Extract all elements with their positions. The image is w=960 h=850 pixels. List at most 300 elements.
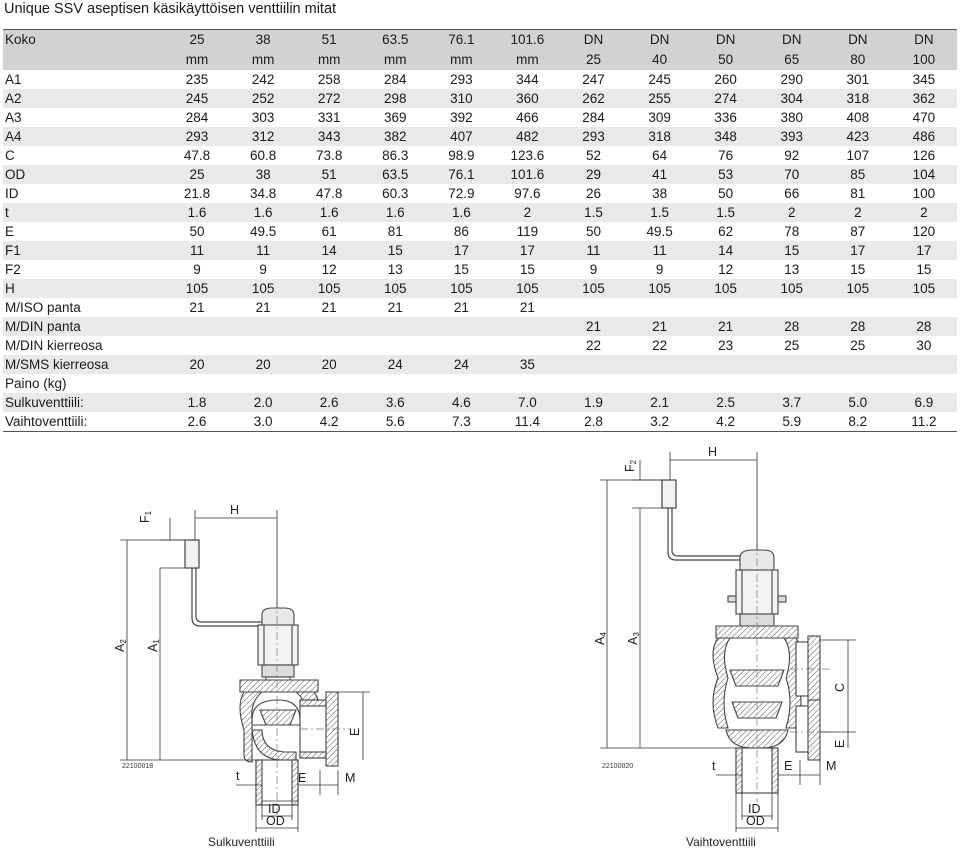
table-row <box>3 279 957 298</box>
row-label: F2 <box>5 262 21 277</box>
table-cell: 86.3 <box>382 148 409 163</box>
column-header: Koko <box>5 32 36 47</box>
table-cell: 47.8 <box>183 148 211 163</box>
table-cell: 20 <box>321 357 337 372</box>
table-cell: 345 <box>912 72 936 87</box>
table-cell: 17 <box>916 243 932 258</box>
table-cell: 7.0 <box>518 395 537 410</box>
table-cell: 11 <box>256 243 271 258</box>
dim-label-a3: A3 <box>626 632 641 645</box>
table-cell: 105 <box>251 281 275 296</box>
table-cell: 9 <box>259 262 267 277</box>
table-cell <box>362 374 428 393</box>
table-cell: 21 <box>387 300 403 315</box>
table-cell: 20 <box>255 357 271 372</box>
table-cell: 466 <box>516 110 539 125</box>
table-cell <box>494 374 560 393</box>
table-cell: 2 <box>854 205 862 220</box>
table-cell: 21 <box>321 300 337 315</box>
table-cell: 2 <box>787 205 796 220</box>
table-cell: 11.2 <box>911 414 937 429</box>
table-cell: 293 <box>450 72 473 87</box>
table-cell: 247 <box>582 72 605 87</box>
table-cell <box>627 374 693 393</box>
table-cell: 482 <box>516 129 539 144</box>
table-row <box>3 317 957 336</box>
table-cell: 7.3 <box>451 414 471 429</box>
table-cell <box>759 374 825 393</box>
table-cell: 62 <box>718 224 734 239</box>
table-body <box>3 70 957 432</box>
table-cell <box>362 336 428 355</box>
dim-label-h: H <box>230 503 240 517</box>
table-cell: 301 <box>846 72 870 87</box>
table-cell: 9 <box>655 262 664 277</box>
table-cell <box>693 374 759 393</box>
table-cell: 470 <box>912 110 936 125</box>
table-cell: 21 <box>189 300 205 315</box>
table-cell: 23 <box>718 338 734 353</box>
table-cell: 2.5 <box>716 395 736 410</box>
row-label: Paino (kg) <box>5 376 67 391</box>
table-cell: 343 <box>317 129 341 144</box>
table-row <box>3 241 957 260</box>
dimensions-table <box>3 29 957 432</box>
table-cell: 1.6 <box>385 205 405 220</box>
table-cell <box>428 317 494 336</box>
table-cell: 303 <box>251 110 275 125</box>
table-cell: 12 <box>718 262 734 277</box>
table-cell: 25 <box>850 338 866 353</box>
table-cell: 35 <box>519 357 535 372</box>
table-cell: 64 <box>652 148 668 163</box>
table-cell: 76.1 <box>448 167 475 182</box>
table-cell: 70 <box>784 167 800 182</box>
table-cell <box>627 355 693 374</box>
column-unit: mm <box>317 52 341 67</box>
table-cell <box>428 374 494 393</box>
table-cell: 21 <box>652 319 668 334</box>
table-row <box>3 203 957 222</box>
table-cell: 105 <box>317 281 341 296</box>
table-cell: 336 <box>714 110 737 125</box>
table-cell: 312 <box>251 129 275 144</box>
table-cell: 53 <box>718 167 734 182</box>
table-cell: 22 <box>652 338 668 353</box>
table-cell <box>891 298 957 317</box>
table-cell <box>759 298 825 317</box>
table-cell <box>164 317 230 336</box>
table-cell: 2.0 <box>253 395 273 410</box>
table-header-row <box>3 30 957 51</box>
table-cell: 4.2 <box>716 414 736 429</box>
table-cell: 235 <box>185 72 209 87</box>
table-cell: 252 <box>251 91 275 106</box>
table-cell: 104 <box>912 167 936 182</box>
table-row <box>3 298 957 317</box>
table-cell: 2.1 <box>650 395 669 410</box>
table-cell: 63.5 <box>382 167 409 182</box>
table-row <box>3 412 957 432</box>
table-cell: 28 <box>916 319 932 334</box>
table-cell: 380 <box>780 110 803 125</box>
column-header: DN <box>914 32 934 47</box>
table-cell: 123.6 <box>510 148 545 163</box>
row-label: A2 <box>5 91 22 106</box>
table-cell: 126 <box>912 148 936 163</box>
column-unit: mm <box>251 52 275 67</box>
dim-label-f2: F2 <box>623 459 638 472</box>
table-cell: 49.5 <box>646 224 673 239</box>
column-unit: mm <box>450 52 473 67</box>
table-cell: 76 <box>718 148 734 163</box>
table-cell: 331 <box>317 110 341 125</box>
table-cell: 81 <box>387 224 403 239</box>
dim-label-od: OD <box>266 814 285 828</box>
table-cell <box>296 336 362 355</box>
table-cell: 486 <box>912 129 936 144</box>
table-row <box>3 260 957 279</box>
table-cell: 86 <box>453 224 469 239</box>
actuator-head <box>258 608 298 687</box>
table-cell: 34.8 <box>249 186 277 201</box>
drawing-caption: Sulkuventtiili <box>208 835 275 849</box>
table-cell <box>825 374 891 393</box>
table-cell: 41 <box>652 167 668 182</box>
table-cell: 11 <box>652 243 667 258</box>
table-row <box>3 336 957 355</box>
column-header: DN <box>583 32 604 47</box>
table-cell: 21 <box>585 319 602 334</box>
table-cell: 6.9 <box>914 395 934 410</box>
table-cell: 85 <box>850 167 866 182</box>
table-cell <box>296 374 362 393</box>
table-cell: 258 <box>317 72 341 87</box>
column-unit: 40 <box>652 52 668 67</box>
table-cell: 105 <box>912 281 936 296</box>
row-label: H <box>5 281 15 296</box>
handle-crank <box>185 540 262 626</box>
table-cell: 262 <box>582 91 605 106</box>
table-cell: 66 <box>784 186 800 201</box>
table-row <box>3 374 957 393</box>
table-cell: 78 <box>784 224 800 239</box>
table-cell: 17 <box>519 243 535 258</box>
table-cell: 60.3 <box>382 186 409 201</box>
column-unit <box>3 50 164 70</box>
table-cell: 105 <box>450 281 473 296</box>
table-cell: 1.9 <box>584 395 603 410</box>
table-cell <box>560 355 626 374</box>
row-label: M/SMS kierreosa <box>5 357 109 372</box>
table-cell: 47.8 <box>316 186 343 201</box>
dim-label-m: M <box>345 771 356 785</box>
table-cell: 369 <box>384 110 407 125</box>
table-cell: 21 <box>255 300 271 315</box>
table-cell: 22 <box>585 338 602 353</box>
dim-label-e-side: E <box>833 739 847 748</box>
table-cell: 407 <box>450 129 473 144</box>
table-cell: 242 <box>251 72 275 87</box>
table-cell: 382 <box>384 129 407 144</box>
change-over-valve-drawing <box>593 445 856 849</box>
table-cell <box>494 317 560 336</box>
table-cell: 4.6 <box>451 395 471 410</box>
table-cell: 298 <box>384 91 407 106</box>
table-row <box>3 393 957 412</box>
column-unit: mm <box>185 52 209 67</box>
table-cell: 284 <box>384 72 407 87</box>
table-cell: 8.2 <box>848 414 868 429</box>
table-cell: 260 <box>714 72 737 87</box>
column-unit: 65 <box>784 52 800 67</box>
page-title: Unique SSV aseptisen käsikäyttöisen venttiilin mitat <box>4 1 337 17</box>
table-cell: 21 <box>718 319 734 334</box>
table-cell <box>362 317 428 336</box>
table-cell: 1.6 <box>451 205 471 220</box>
column-header: 76.1 <box>448 32 475 47</box>
table-cell: 423 <box>846 129 870 144</box>
row-label: M/DIN kierreosa <box>5 338 103 353</box>
table-cell: 13 <box>387 262 403 277</box>
column-unit: mm <box>384 52 407 67</box>
table-cell <box>693 355 759 374</box>
column-header: DN <box>781 32 802 47</box>
table-cell: 3.6 <box>385 395 405 410</box>
dim-label-c: C <box>833 682 847 692</box>
row-label: F1 <box>5 243 21 258</box>
dim-label-h: H <box>708 445 718 459</box>
column-header: 101.6 <box>510 32 545 47</box>
table-cell: 14 <box>321 243 337 258</box>
table-cell: 15 <box>784 243 800 258</box>
table-row <box>3 70 957 89</box>
table-cell <box>230 317 296 336</box>
table-cell: 17 <box>850 243 866 258</box>
dim-label-e-bottom: E <box>298 771 307 785</box>
dim-label-e-side: E <box>348 727 362 736</box>
table-cell <box>560 298 626 317</box>
table-cell: 9 <box>193 262 201 277</box>
table-cell: 105 <box>582 281 605 296</box>
table-cell <box>164 374 230 393</box>
column-unit: 80 <box>850 52 866 67</box>
table-cell: 25 <box>189 167 205 182</box>
table-cell: 105 <box>714 281 737 296</box>
table-cell: 50 <box>189 224 205 239</box>
table-row <box>3 89 957 108</box>
table-cell: 21.8 <box>183 186 211 201</box>
column-header: DN <box>715 32 736 47</box>
drawing-code: 22100018 <box>122 763 154 770</box>
column-unit: 50 <box>718 52 734 67</box>
table-cell: 11.4 <box>514 414 541 429</box>
table-cell: 344 <box>516 72 539 87</box>
table-cell: 61 <box>321 224 337 239</box>
table-cell: 11 <box>190 243 205 258</box>
row-label: Sulkuventtiili: <box>5 395 84 410</box>
table-cell: 5.0 <box>848 395 868 410</box>
table-cell: 284 <box>185 110 209 125</box>
table-cell <box>627 298 693 317</box>
table-cell: 1.6 <box>319 205 339 220</box>
column-header: 63.5 <box>382 32 409 47</box>
table-cell: 318 <box>846 91 870 106</box>
table-cell: 1.6 <box>253 205 273 220</box>
table-cell: 1.6 <box>187 205 207 220</box>
dim-label-m: M <box>826 759 837 773</box>
table-cell <box>230 336 296 355</box>
column-header: DN <box>848 32 868 47</box>
table-cell: 318 <box>648 129 671 144</box>
table-cell: 392 <box>450 110 473 125</box>
table-cell: 5.9 <box>782 414 802 429</box>
column-unit: mm <box>516 52 539 67</box>
dim-label-a4: A4 <box>593 632 608 645</box>
table-cell: 362 <box>912 91 936 106</box>
table-cell: 21 <box>519 300 535 315</box>
dimension-lines <box>120 510 370 832</box>
table-cell: 50 <box>585 224 602 239</box>
row-label: A4 <box>5 129 22 144</box>
table-row <box>3 165 957 184</box>
row-label: E <box>5 224 15 239</box>
table-row <box>3 222 957 241</box>
table-cell: 50 <box>718 186 734 201</box>
table-cell: 293 <box>185 129 209 144</box>
table-cell: 13 <box>784 262 800 277</box>
table-cell: 255 <box>648 91 671 106</box>
table-row <box>3 355 957 374</box>
table-cell <box>759 355 825 374</box>
table-cell: 120 <box>912 224 936 239</box>
table-cell: 14 <box>718 243 734 258</box>
table-cell: 30 <box>916 338 932 353</box>
table-cell: 310 <box>450 91 473 106</box>
table-cell: 92 <box>784 148 800 163</box>
row-label: OD <box>5 167 26 182</box>
table-cell <box>891 374 957 393</box>
drawing-caption: Vaihtoventtiili <box>686 835 756 849</box>
table-cell: 293 <box>582 129 605 144</box>
table-cell: 81 <box>850 186 866 201</box>
dim-label-a1: A1 <box>146 639 161 652</box>
table-cell: 284 <box>582 110 605 125</box>
table-cell: 38 <box>652 186 668 201</box>
row-label: A1 <box>5 72 22 87</box>
dim-label-id: ID <box>268 802 281 816</box>
table-cell: 272 <box>317 91 341 106</box>
row-label: t <box>5 205 9 220</box>
row-label: M/ISO panta <box>5 300 81 315</box>
column-header: 38 <box>255 32 271 47</box>
table-cell: 4.2 <box>319 414 339 429</box>
table-cell: 98.9 <box>448 148 475 163</box>
table-cell: 408 <box>846 110 870 125</box>
table-cell <box>230 374 296 393</box>
table-cell: 49.5 <box>249 224 277 239</box>
table-cell: 105 <box>846 281 870 296</box>
column-header: 25 <box>189 32 205 47</box>
table-cell: 304 <box>780 91 803 106</box>
table-cell: 309 <box>648 110 671 125</box>
dim-label-t: t <box>712 759 716 773</box>
table-cell <box>296 317 362 336</box>
valve-drawings <box>0 430 960 850</box>
row-label: Vaihtoventtiili: <box>5 414 88 429</box>
table-cell: 15 <box>387 243 403 258</box>
table-cell: 274 <box>714 91 737 106</box>
table-cell <box>891 355 957 374</box>
dim-label-od: OD <box>746 814 765 828</box>
table-cell: 15 <box>850 262 866 277</box>
table-cell: 2.6 <box>319 395 339 410</box>
table-cell: 28 <box>784 319 800 334</box>
table-cell <box>494 336 560 355</box>
dim-label-a2: A2 <box>113 639 128 652</box>
table-cell: 119 <box>516 224 539 239</box>
table-cell: 17 <box>453 243 469 258</box>
table-cell: 3.0 <box>253 414 273 429</box>
table-cell: 3.2 <box>650 414 669 429</box>
table-cell: 12 <box>321 262 337 277</box>
table-cell: 107 <box>846 148 870 163</box>
table-cell: 60.8 <box>249 148 277 163</box>
table-cell: 348 <box>714 129 737 144</box>
row-label: A3 <box>5 110 22 125</box>
column-header: DN <box>649 32 670 47</box>
table-cell: 2.6 <box>187 414 207 429</box>
table-cell: 105 <box>185 281 209 296</box>
table-cell <box>560 374 626 393</box>
table-cell: 105 <box>780 281 803 296</box>
table-cell: 105 <box>384 281 407 296</box>
table-cell: 2.8 <box>584 414 603 429</box>
table-cell: 100 <box>912 186 936 201</box>
table-row <box>3 127 957 146</box>
table-cell: 26 <box>585 186 602 201</box>
table-cell: 51 <box>321 167 337 182</box>
table-cell <box>428 336 494 355</box>
table-cell: 73.8 <box>316 148 343 163</box>
column-header: 51 <box>321 32 337 47</box>
table-cell: 24 <box>387 357 403 372</box>
column-unit: 100 <box>912 52 936 67</box>
row-label: C <box>5 148 15 163</box>
valve-body <box>713 626 820 793</box>
valve-body <box>240 680 338 805</box>
drawing-code: 22100020 <box>602 763 634 770</box>
table-cell: 9 <box>589 262 598 277</box>
table-cell: 25 <box>784 338 800 353</box>
dim-label-t: t <box>236 769 240 783</box>
table-cell: 15 <box>519 262 535 277</box>
table-cell: 11 <box>586 243 601 258</box>
table-cell: 360 <box>516 91 539 106</box>
dim-label-f1: F1 <box>138 510 153 523</box>
table-cell <box>825 355 891 374</box>
row-label: ID <box>5 186 19 201</box>
table-cell: 1.5 <box>650 205 669 220</box>
table-cell: 105 <box>648 281 671 296</box>
table-cell: 21 <box>453 300 469 315</box>
table-header <box>3 30 957 71</box>
table-cell: 1.5 <box>584 205 603 220</box>
table-cell: 393 <box>780 129 803 144</box>
table-cell: 101.6 <box>510 167 545 182</box>
table-cell: 52 <box>585 148 602 163</box>
table-cell <box>825 298 891 317</box>
